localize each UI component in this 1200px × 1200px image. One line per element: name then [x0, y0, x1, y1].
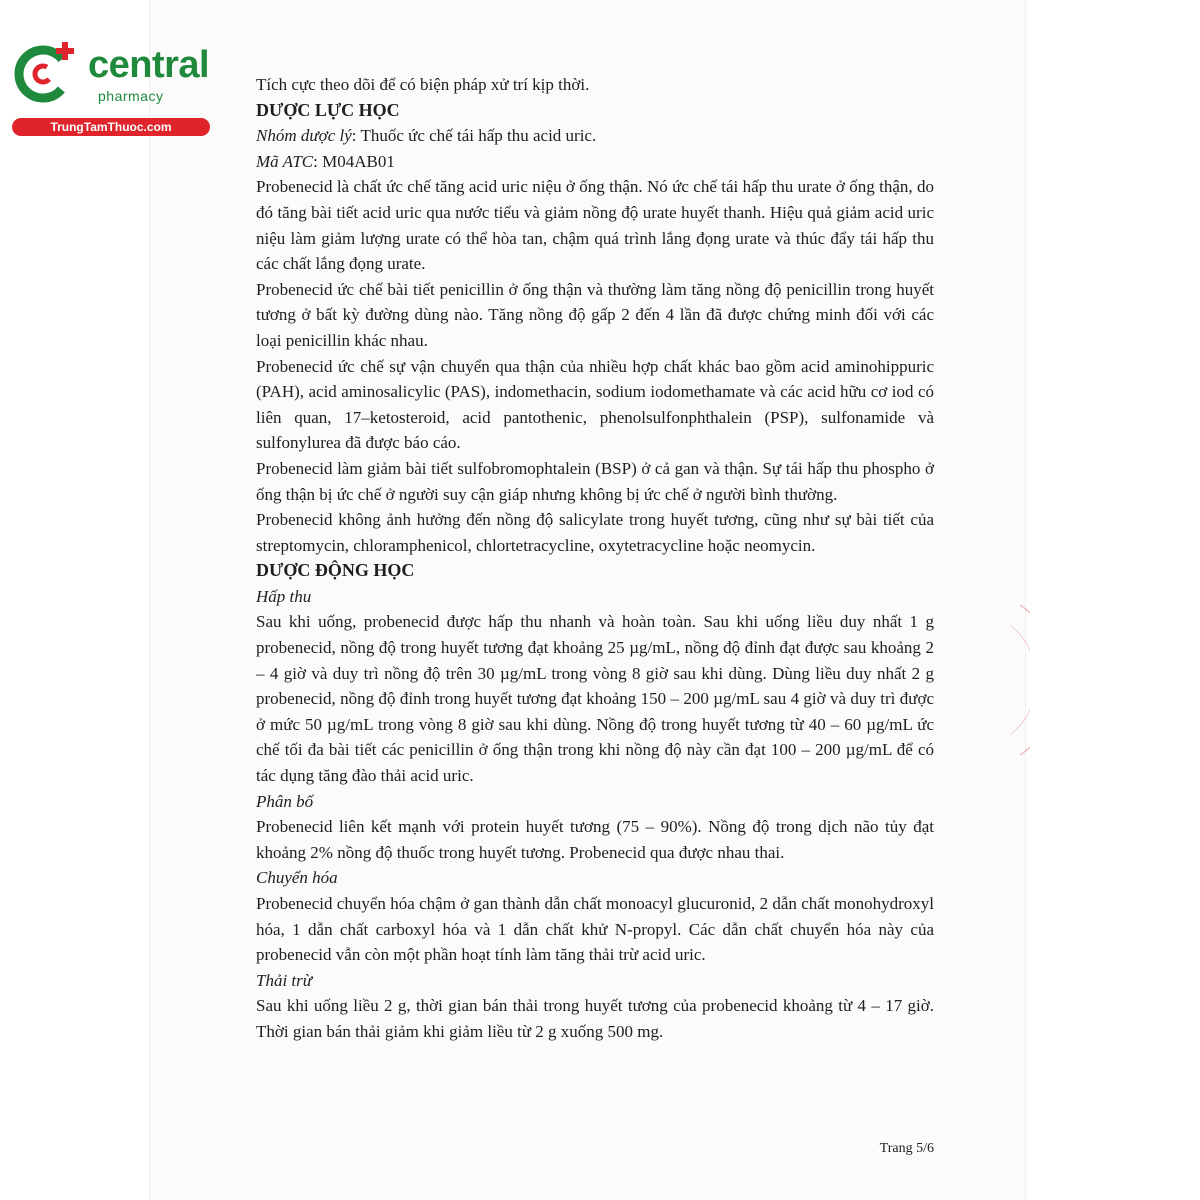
pharmacologic-group-label: Nhóm dược lý [256, 126, 352, 146]
pd-paragraph-3: Probenecid ức chế sự vận chuyển qua thận của nhiều hợp chất khác bao gồm acid aminohippuric (PAH), acid aminosalicylic (PAS), indomethacin, sodium iodomethamate và các acid hữu cơ iod có liên quan, 17–ketosteroid, acid pantothenic, phenolsulfonphthalein (PSP), sulfonamide và sulfonylurea đã được báo cáo. [256, 356, 934, 453]
central-pharmacy-logo[interactable] [10, 38, 215, 138]
pk-distribution-paragraph: Probenecid liên kết mạnh với protein huyết tương (75 – 90%). Nồng độ trong dịch não tủy đạt khoảng 2% nồng độ thuốc trong huyết tương. Probenecid qua được nhau thai. [256, 817, 934, 862]
pharmacy-cross-icon [10, 38, 80, 108]
subheading-absorption: Hấp thu [256, 586, 312, 606]
logo-subtitle: pharmacy [98, 88, 164, 104]
atc-code-label: Mã ATC [256, 151, 314, 171]
subheading-elimination: Thải trừ [256, 970, 313, 990]
pk-metabolism-paragraph: Probenecid chuyển hóa chậm ở gan thành dẫn chất monoacyl glucuronid, 2 dẫn chất monohydroxyl hóa, 1 dẫn chất carboxyl hóa và 1 dẫn chất khử N-propyl. Các dẫn chất chuyển hóa này của probenecid vẫn còn một phần hoạt tính làm tăng thải trừ acid uric. [256, 894, 934, 965]
pharmacologic-group [256, 123, 934, 149]
heading-pharmacokinetics: DƯỢC ĐỘNG HỌC [256, 560, 415, 581]
page-number: Trang 5/6 [879, 1141, 934, 1156]
seal-stamp-icon [990, 600, 1030, 760]
pk-elimination-paragraph: Sau khi uống liều 2 g, thời gian bán thải trong huyết tương của probenecid khoảng từ 4 – 17 giờ. Thời gian bán thải giảm khi giảm liều từ 2 g xuống 500 mg. [256, 996, 934, 1041]
pd-paragraph-4: Probenecid làm giảm bài tiết sulfobromophtalein (BSP) ở cả gan và thận. Sự tái hấp thu phospho ở ống thận bị ức chế ở người suy cận giáp nhưng không bị ức chế ở người bình thường. [256, 458, 934, 504]
logo-name: central [88, 44, 210, 86]
document-body [256, 72, 934, 1045]
subheading-distribution: Phân bố [256, 791, 314, 811]
heading-pharmacodynamics: DƯỢC LỰC HỌC [256, 99, 400, 120]
pk-absorption-paragraph: Sau khi uống, probenecid được hấp thu nhanh và hoàn toàn. Sau khi uống liều duy nhất 1 g probenecid, nồng độ trong huyết tương đạt khoảng 25 µg/mL, nồng độ đỉnh đạt được sau khoảng 2 – 4 giờ và duy trì nồng độ trên 30 µg/mL trong vòng 8 giờ sau khi dùng. Dùng liều duy nhất 2 g probenecid, nồng độ đỉnh trong huyết tương đạt khoảng 150 – 200 µg/mL sau 4 giờ và duy trì được ở mức 50 µg/mL trong vòng 8 giờ sau khi dùng. Nồng độ trong huyết tương từ 40 – 60 µg/mL ức chế tối đa bài tiết các penicillin ở ống thận trong khi nồng độ này cần đạt 100 – 200 µg/mL để có tác dụng tăng đào thải acid uric. [256, 612, 934, 786]
pd-paragraph-5: Probenecid không ảnh hưởng đến nồng độ salicylate trong huyết tương, cũng như sự bài tiết của streptomycin, chloramphenicol, chlortetracycline, oxytetracycline hoặc neomycin. [256, 510, 934, 555]
atc-code [256, 149, 934, 175]
atc-code-value: : M04AB01 [313, 151, 395, 171]
pd-paragraph-1: Probenecid là chất ức chế tăng acid uric niệu ở ống thận. Nó ức chế tái hấp thu urate ở ống thận, do đó tăng bài tiết acid uric qua nước tiểu và giảm nồng độ urate huyết thanh. Hiệu quả giảm acid uric niệu làm giảm lượng urate có thể hòa tan, chậm quá trình lắng đọng urate và thúc đẩy tái hấp thu các chất lắng đọng urate. [256, 177, 934, 274]
intro-paragraph: Tích cực theo dõi để có biện pháp xử trí kịp thời. [256, 75, 590, 94]
pd-paragraph-2: Probenecid ức chế bài tiết penicillin ở ống thận và thường làm tăng nồng độ penicillin trong huyết tương ở bất kỳ đường dùng nào. Tăng nồng độ gấp 2 đến 4 lần đã được chứng minh đối với các loại penicillin khác nhau. [256, 279, 934, 350]
subheading-metabolism: Chuyển hóa [256, 868, 338, 888]
pharmacologic-group-value: : Thuốc ức chế tái hấp thu acid uric. [351, 126, 597, 146]
logo-url[interactable]: TrungTamThuoc.com [12, 118, 210, 136]
